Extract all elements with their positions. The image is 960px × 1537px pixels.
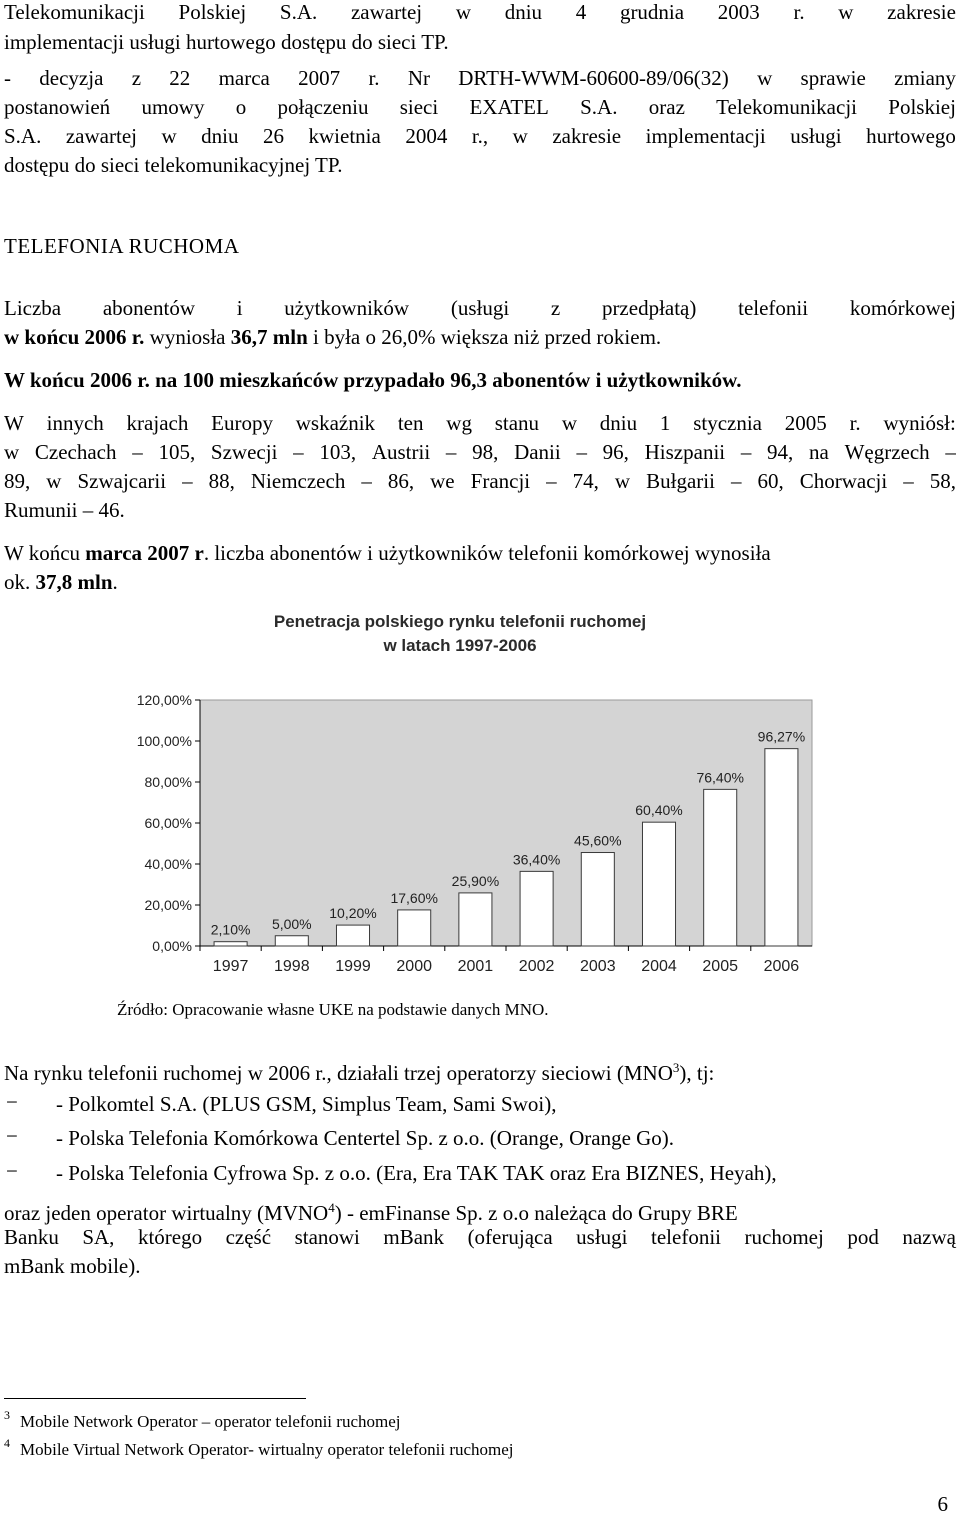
word: – [740, 440, 752, 464]
text-line [4, 122, 956, 150]
word: – [182, 469, 193, 493]
bar [581, 853, 614, 946]
word: wyniósł: [883, 411, 956, 435]
text-span: . liczba abonentów i użytkowników telefonii komórkowej wynosiła [203, 541, 771, 565]
word: 74, [572, 469, 599, 493]
word: stycznia [693, 411, 763, 435]
word: na [809, 440, 829, 464]
footnote-number: 3 [4, 1408, 10, 1422]
word: oraz [648, 95, 685, 119]
word: Banku [4, 1225, 59, 1249]
word: postanowień [4, 95, 111, 119]
text-span: Na rynku telefonii ruchomej w 2006 r., działali trzej operatorzy sieciowi (MNO [4, 1061, 673, 1085]
word: połączeniu [277, 95, 369, 119]
footnote-text: Mobile Network Operator – operator telefonii ruchomej [20, 1412, 401, 1431]
word: Hiszpanii [644, 440, 726, 464]
word: r. [793, 0, 805, 24]
word: 105, [158, 440, 196, 464]
text-line [4, 64, 956, 92]
text-span: wyniosła [144, 325, 231, 349]
bar [214, 942, 247, 946]
chart-svg [90, 612, 830, 990]
word: – [903, 469, 914, 493]
word: zakresie [552, 124, 622, 148]
data-label: 60,40% [635, 802, 683, 819]
bullet-dash: − [6, 1159, 18, 1183]
text-line [4, 1223, 956, 1251]
word: użytkowników [284, 296, 410, 320]
word: ten [397, 411, 424, 435]
word: zmiany [894, 66, 956, 90]
x-tick-label: 2004 [641, 958, 677, 975]
data-label: 36,40% [512, 851, 561, 868]
footnote-ref: 4 [328, 1200, 335, 1215]
word: S.A. [580, 95, 618, 119]
word: 58, [929, 469, 956, 493]
word: usługi [576, 1225, 628, 1249]
bullet-dash: − [6, 1124, 18, 1148]
y-tick-label: 60,00% [144, 815, 192, 831]
word: 2003 [717, 0, 760, 24]
footnote [4, 1436, 514, 1460]
text-span: i była o 26,0% większa niż przed rokiem. [307, 325, 662, 349]
bullet-dash: − [6, 1090, 18, 1114]
word: wg [446, 411, 472, 435]
data-label: 10,20% [329, 905, 377, 922]
word: hurtowego [866, 124, 956, 148]
y-tick-label: 20,00% [144, 897, 192, 913]
text-line: W końcu 2006 r. na 100 mieszkańców przypadało 96,3 abonentów i użytkowników. [4, 368, 742, 392]
text-line [4, 93, 956, 121]
word: zakresie [887, 0, 956, 24]
word: 94, [767, 440, 794, 464]
word: Chorwacji [799, 469, 888, 493]
bar [275, 936, 308, 946]
word: część [225, 1225, 272, 1249]
bar [336, 925, 369, 946]
bold-text: 37,8 mln [35, 570, 113, 594]
x-tick-label: 1997 [212, 958, 249, 975]
word: 86, [387, 469, 415, 493]
word: EXATEL [469, 95, 549, 119]
text-span: ) - emFinanse Sp. z o.o należąca do Grupy BRE [334, 1201, 738, 1225]
word: wskaźnik [295, 411, 376, 435]
word: zawartej [350, 0, 423, 24]
word: Szwecji [210, 440, 278, 464]
word: o [235, 95, 247, 119]
word: S.A. [279, 0, 318, 24]
word: telefonii [651, 1225, 721, 1249]
word: stanowi [294, 1225, 360, 1249]
word: Polskiej [888, 95, 956, 119]
bar [765, 749, 798, 946]
word: 2007 [298, 66, 341, 90]
text-line: implementacji usługi hurtowego dostępu do sieci TP. [4, 30, 449, 54]
word: innych [46, 411, 104, 435]
word: (oferująca [467, 1225, 553, 1249]
y-tick-label: 40,00% [144, 856, 192, 872]
word: – [445, 440, 457, 464]
word: zawartej [65, 124, 137, 148]
bold-text: marca 2007 r [85, 541, 204, 565]
data-label: 25,90% [451, 872, 500, 889]
text-line [4, 438, 956, 466]
text-line [4, 568, 118, 596]
word: ruchomej [744, 1225, 824, 1249]
word: Danii [514, 440, 561, 464]
word: 103, [319, 440, 357, 464]
section-heading: TELEFONIA RUCHOMA [4, 234, 240, 258]
word: którego [137, 1225, 203, 1249]
word: Austrii [371, 440, 431, 464]
data-label: 17,60% [390, 889, 438, 906]
bold-text: w końcu 2006 r. [4, 325, 145, 349]
x-tick-label: 2001 [457, 958, 494, 975]
word: implementacji [645, 124, 766, 148]
word: W [4, 411, 24, 435]
word: we [430, 469, 455, 493]
word: 98, [472, 440, 499, 464]
data-label: 76,40% [696, 769, 744, 786]
operator-item: - Polkomtel S.A. (PLUS GSM, Simplus Team, Sami Swoi), [56, 1092, 557, 1116]
word: przedpłatą) [601, 296, 697, 320]
word: Nr [407, 66, 430, 90]
word: umowy [141, 95, 205, 119]
text-span: ), tj: [679, 1061, 715, 1085]
word: mBank [383, 1225, 445, 1249]
word: w [161, 124, 177, 148]
data-label: 96,27% [757, 728, 806, 745]
word: w [512, 124, 528, 148]
word: 60, [757, 469, 784, 493]
text-line [4, 294, 956, 322]
y-tick-label: 0,00% [152, 938, 192, 954]
word: Węgrzech [844, 440, 930, 464]
word: r. [368, 66, 380, 90]
word: Liczba [4, 296, 62, 320]
word: Telekomunikacji [4, 0, 145, 24]
word: w [561, 411, 578, 435]
word: pod [847, 1225, 879, 1249]
operator-item: - Polska Telefonia Komórkowa Centertel Sp. z o.o. (Orange, Orange Go). [56, 1126, 675, 1150]
word: abonentów [102, 296, 195, 320]
word: Niemczech [250, 469, 346, 493]
word: - [4, 66, 11, 90]
word: z [550, 296, 561, 320]
footnote-text: Mobile Virtual Network Operator- wirtualny operator telefonii ruchomej [20, 1440, 514, 1459]
operator-item: - Polska Telefonia Cyfrowa Sp. z o.o. (Era, Era TAK TAK oraz Era BIZNES, Heyah), [56, 1161, 777, 1185]
word: 26 [263, 124, 284, 148]
x-tick-label: 2000 [396, 958, 432, 975]
word: 2004 [405, 124, 448, 148]
data-label: 2,10% [210, 921, 251, 938]
text-line [4, 409, 956, 437]
source-note: Źródło: Opracowanie własne UKE na podstawie danych MNO. [117, 1000, 549, 1019]
word: krajach [126, 411, 189, 435]
word: r. [849, 411, 861, 435]
word: w [757, 66, 773, 90]
word: usługi [790, 124, 842, 148]
footnote-ref: 3 [672, 1060, 680, 1075]
word: dniu [201, 124, 239, 148]
word: komórkowej [849, 296, 956, 320]
bar [642, 822, 675, 946]
word: w [46, 469, 62, 493]
penetration-chart [90, 612, 830, 990]
word: sieci [399, 95, 439, 119]
word: Telekomunikacji [716, 95, 857, 119]
text-line [4, 539, 771, 567]
text-line: mBank mobile). [4, 1254, 141, 1278]
word: dniu [599, 411, 638, 435]
bar [459, 893, 492, 946]
word: 22 [169, 66, 191, 90]
word: Europy [211, 411, 273, 435]
word: w [4, 440, 20, 464]
x-tick-label: 1998 [274, 958, 310, 975]
word: kwietnia [308, 124, 381, 148]
word: (usługi [450, 296, 510, 320]
x-tick-label: 2002 [518, 958, 555, 975]
y-tick-label: 120,00% [136, 692, 192, 708]
footnote-rule [4, 1398, 306, 1399]
word: w [838, 0, 854, 24]
word: S.A. [4, 124, 42, 148]
word: nazwą [902, 1225, 956, 1249]
word: decyzja [39, 66, 104, 90]
word: Czechach [34, 440, 117, 464]
word: – [293, 440, 304, 464]
word: – [132, 440, 143, 464]
word: 89, [4, 469, 31, 493]
word: 88, [208, 469, 235, 493]
word: telefonii [738, 296, 809, 320]
text-span: W końcu [4, 541, 86, 565]
footnote [4, 1408, 401, 1432]
word: Bułgarii [646, 469, 715, 493]
word: 96, [602, 440, 629, 464]
word: – [361, 469, 372, 493]
word: marca [218, 66, 270, 90]
word: – [730, 469, 742, 493]
footnote-number: 4 [4, 1436, 10, 1450]
data-label: 5,00% [271, 915, 312, 932]
text-line: dostępu do sieci telekomunikacyjnej TP. [4, 153, 343, 177]
word: stanu [494, 411, 540, 435]
page-number: 6 [937, 1492, 948, 1516]
text-line [4, 0, 956, 26]
text-span: . [112, 570, 118, 594]
word: r., [471, 124, 489, 148]
word: – [546, 469, 557, 493]
word: 2005 [784, 411, 827, 435]
word: SA, [82, 1225, 115, 1249]
text-line [4, 1054, 714, 1087]
data-label: 45,60% [574, 832, 622, 849]
word: DRTH-WWM-60600-89/06(32) [458, 66, 729, 90]
x-tick-label: 2005 [702, 958, 738, 975]
text-line: Rumunii – 46. [4, 498, 125, 522]
bar [520, 871, 553, 946]
word: w [455, 0, 471, 24]
word: 1 [659, 411, 671, 435]
word: Polskiej [178, 0, 247, 24]
x-tick-label: 1999 [335, 958, 371, 975]
text-span: ok. [4, 570, 36, 594]
word: – [945, 440, 956, 464]
text-span: oraz jeden operator wirtualny (MVNO [4, 1201, 329, 1225]
bar [398, 910, 431, 946]
chart-subtitle: w latach 1997-2006 [383, 636, 537, 655]
y-tick-label: 80,00% [144, 774, 192, 790]
chart-title: Penetracja polskiego rynku telefonii ruchomej [273, 612, 647, 631]
bold-text: 36,7 mln [230, 325, 308, 349]
x-tick-label: 2006 [763, 958, 800, 975]
word: w [614, 469, 631, 493]
text-line [4, 323, 661, 351]
word: grudnia [619, 0, 685, 24]
word: z [131, 66, 142, 90]
word: dniu [504, 0, 543, 24]
word: Szwajcarii [77, 469, 167, 493]
text-line [4, 467, 956, 495]
word: i [236, 296, 243, 320]
word: Francji [470, 469, 531, 493]
word: sprawie [800, 66, 866, 90]
y-tick-label: 100,00% [136, 733, 192, 749]
word: – [576, 440, 587, 464]
word: 4 [575, 0, 587, 24]
x-tick-label: 2003 [580, 958, 616, 975]
bar [704, 789, 737, 946]
